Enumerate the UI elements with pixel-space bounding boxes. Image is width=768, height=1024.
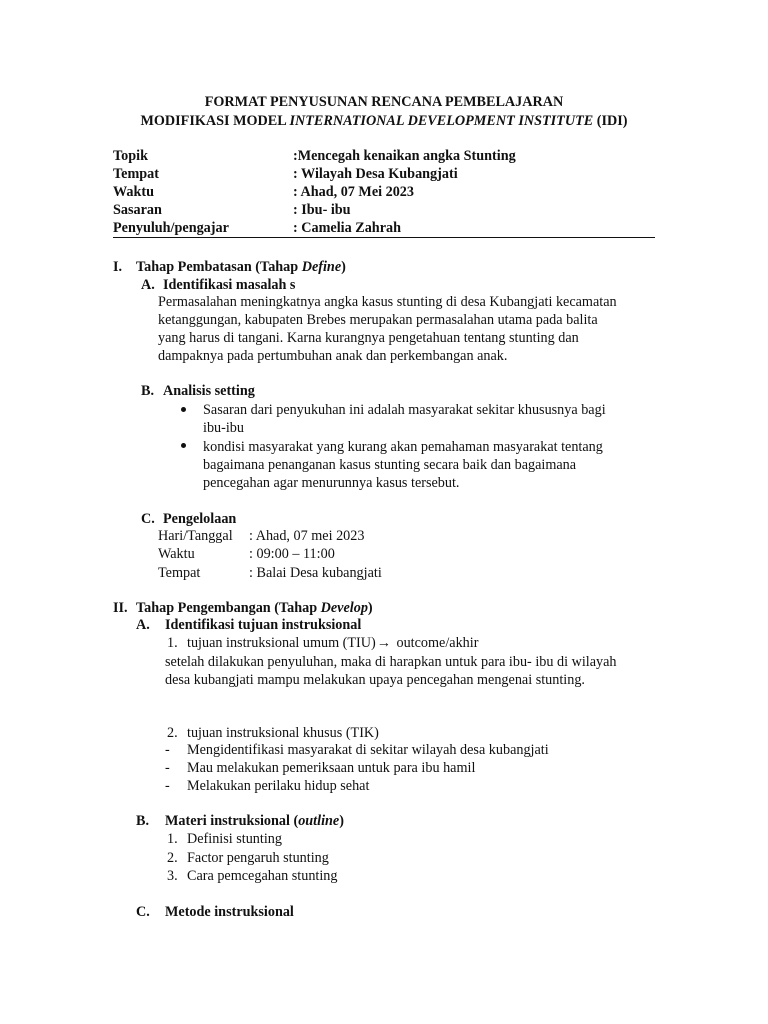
info-label-topik: Topik [113,148,148,164]
document-title-line2: MODIFIKASI MODEL INTERNATIONAL DEVELOPMENT INSTITUTE (IDI) [140,113,628,129]
paragraph-line: setelah dilakukan penyuluhan, maka di harapkan untuk para ibu- ibu di wilayah [165,654,617,670]
schedule-label: Tempat [158,565,201,581]
section-2a-heading: Identifikasi tujuan instruksional [165,617,362,633]
dash-marker: - [165,742,170,758]
info-label-penyuluh: Penyuluh/pengajar [113,220,229,236]
list-number: 1. [167,831,178,847]
paragraph-line: Permasalahan meningkatnya angka kasus stunting di desa Kubangjati kecamatan [158,294,617,310]
info-label-tempat: Tempat [113,166,159,182]
paragraph-line: desa kubangjati mampu melakukan upaya pencegahan mengenai stunting. [165,672,585,688]
info-value-sasaran: : Ibu- ibu [293,202,351,218]
section-1b-letter: B. [141,383,155,399]
list-item: Cara pemcegahan stunting [187,868,338,884]
dash-marker: - [165,760,170,776]
section-2-heading: Tahap Pengembangan (Tahap Develop) [136,600,373,616]
schedule-value: : Balai Desa kubangjati [249,565,382,581]
paragraph-line: dampaknya pada pertumbuhan anak dan perkembangan anak. [158,348,508,364]
schedule-label: Waktu [158,546,195,562]
section-2b-heading: Materi instruksional (outline) [165,813,344,829]
dash-marker: - [165,778,170,794]
list-number: 3. [167,868,178,884]
section-2c-heading: Metode instruksional [165,904,294,920]
arrow-right-icon: → [376,635,391,651]
dash-item: Mengidentifikasi masyarakat di sekitar wilayah desa kubangjati [187,742,549,758]
section-1-heading: Tahap Pembatasan (Tahap Define) [136,259,346,275]
bullet-line: pencegahan agar menurunnya kasus tersebut. [203,475,460,491]
schedule-value: : Ahad, 07 mei 2023 [249,528,365,544]
info-value-penyuluh: : Camelia Zahrah [293,220,401,236]
section-1c-heading: Pengelolaan [163,511,237,527]
list-item: Definisi stunting [187,831,282,847]
section-2c-letter: C. [136,904,150,920]
document-title-line1: FORMAT PENYUSUNAN RENCANA PEMBELAJARAN [204,94,564,110]
schedule-label: Hari/Tanggal [158,528,233,544]
section-1a-letter: A. [141,277,155,293]
bullet-line: kondisi masyarakat yang kurang akan pemahaman masyarakat tentang [203,439,603,455]
bullet-line: bagaimana penanganan kasus stunting secara baik dan bagaimana [203,457,577,473]
info-value-topik: :Mencegah kenaikan angka Stunting [293,148,516,164]
section-2b-letter: B. [136,813,150,829]
tiu-line: tujuan instruksional umum (TIU)→ outcome/akhir [187,635,479,651]
info-value-waktu: : Ahad, 07 Mei 2023 [293,184,414,200]
list-item: Factor pengaruh stunting [187,850,329,866]
tik-line: tujuan instruksional khusus (TIK) [187,725,379,741]
section-1-numeral: I. [113,259,123,275]
section-2-numeral: II. [113,600,128,616]
section-2a-letter: A. [136,617,150,633]
bullet-line: ibu-ibu [203,420,244,436]
bullet-line: Sasaran dari penyukuhan ini adalah masyarakat sekitar khususnya bagi [203,402,606,418]
info-value-tempat: : Wilayah Desa Kubangjati [293,166,458,182]
bullet-icon [181,443,186,448]
info-label-sasaran: Sasaran [113,202,162,218]
section-1b-heading: Analisis setting [163,383,255,399]
section-1a-heading: Identifikasi masalah s [163,277,296,293]
schedule-value: : 09:00 – 11:00 [249,546,335,562]
dash-item: Mau melakukan pemeriksaan untuk para ibu hamil [187,760,476,776]
bullet-icon [181,407,186,412]
divider-line [113,237,655,238]
list-number: 1. [167,635,178,651]
list-number: 2. [167,850,178,866]
paragraph-line: yang harus di tangani. Karna kurangnya pengetahuan tentang stunting dan [158,330,579,346]
section-1c-letter: C. [141,511,155,527]
list-number: 2. [167,725,178,741]
dash-item: Melakukan perilaku hidup sehat [187,778,370,794]
info-label-waktu: Waktu [113,184,155,200]
paragraph-line: ketanggungan, kabupaten Brebes merupakan permasalahan utama pada balita [158,312,598,328]
